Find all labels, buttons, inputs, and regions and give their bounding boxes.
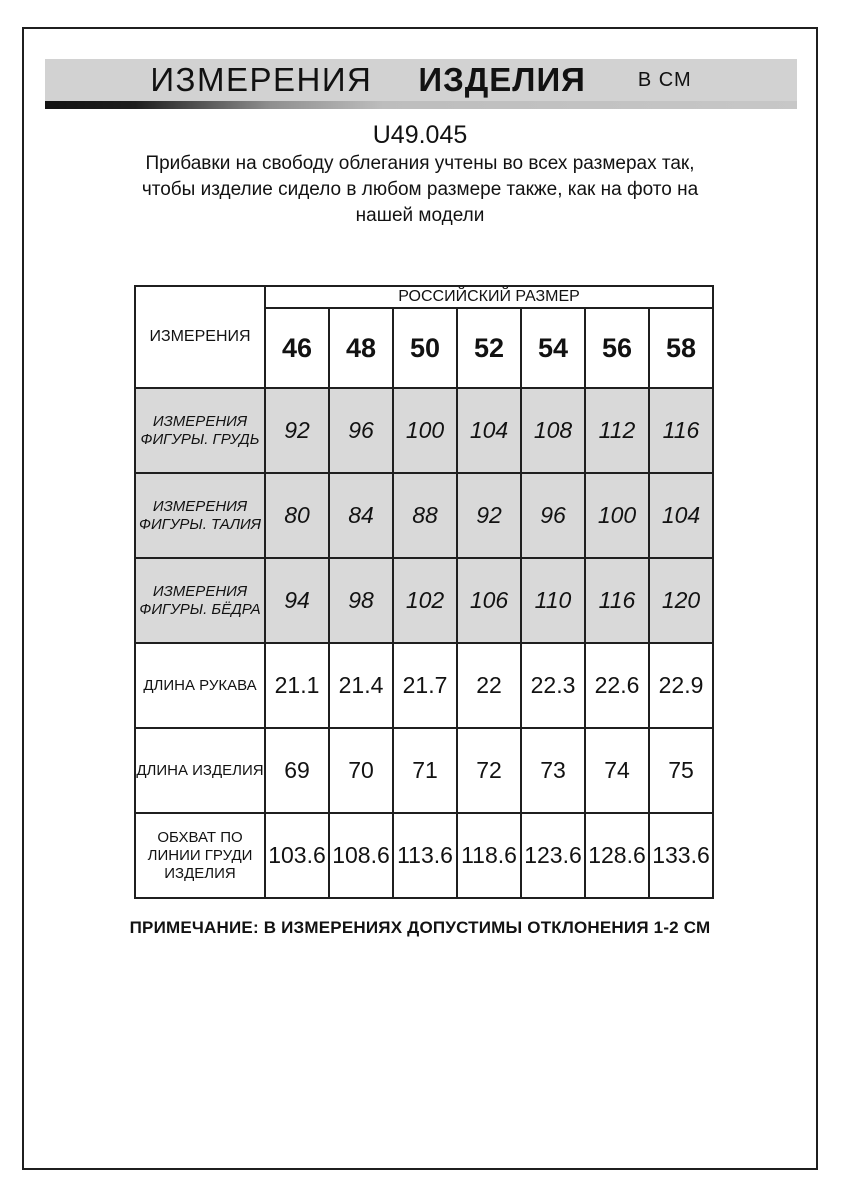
table-cell: 72	[457, 728, 521, 813]
size-table	[134, 285, 714, 899]
banner-title-product: ИЗДЕЛИЯ	[418, 61, 586, 98]
table-cell: 100	[393, 388, 457, 473]
size-header-cell: 50	[393, 308, 457, 388]
row-label: ДЛИНА РУКАВА	[135, 643, 265, 728]
table-group-header: РОССИЙСКИЙ РАЗМЕР	[265, 286, 713, 308]
table-row-figure-hips	[135, 558, 713, 643]
product-code: U49.045	[372, 121, 468, 149]
table-cell: 22.3	[521, 643, 585, 728]
table-row-chest-girth	[135, 813, 713, 898]
size-header-cell: 58	[649, 308, 713, 388]
table-cell: 116	[649, 388, 713, 473]
table-cell: 123.6	[521, 813, 585, 898]
size-header-cell: 56	[585, 308, 649, 388]
table-cell: 96	[521, 473, 585, 558]
table-cell: 96	[329, 388, 393, 473]
size-header-cell: 48	[329, 308, 393, 388]
table-cell: 92	[457, 473, 521, 558]
table-cell: 75	[649, 728, 713, 813]
banner-title-measurements: ИЗМЕРЕНИЯ	[150, 61, 373, 98]
table-cell: 80	[265, 473, 329, 558]
table-cell: 73	[521, 728, 585, 813]
table-cell: 74	[585, 728, 649, 813]
table-cell: 92	[265, 388, 329, 473]
description-line-2: чтобы изделие сидело в любом размере также, как на фото на	[141, 179, 699, 200]
table-cell: 69	[265, 728, 329, 813]
table-cell: 88	[393, 473, 457, 558]
table-cell: 22.6	[585, 643, 649, 728]
table-row-item-length	[135, 728, 713, 813]
table-cell: 128.6	[585, 813, 649, 898]
row-label: ДЛИНА ИЗДЕЛИЯ	[135, 728, 265, 813]
table-cell: 108	[521, 388, 585, 473]
banner-units-label: В СМ	[637, 68, 692, 91]
table-cell: 102	[393, 558, 457, 643]
table-cell: 110	[521, 558, 585, 643]
table-cell: 70	[329, 728, 393, 813]
title-banner	[45, 59, 797, 101]
table-cell: 21.7	[393, 643, 457, 728]
size-header-cell: 54	[521, 308, 585, 388]
table-cell: 112	[585, 388, 649, 473]
description	[24, 151, 816, 229]
table-cell: 84	[329, 473, 393, 558]
table-cell: 103.6	[265, 813, 329, 898]
tolerance-note: ПРИМЕЧАНИЕ: В ИЗМЕРЕНИЯХ ДОПУСТИМЫ ОТКЛОНЕНИЯ 1-2 СМ	[129, 918, 711, 937]
table-cell: 94	[265, 558, 329, 643]
table-cell: 104	[457, 388, 521, 473]
table-row-sleeve-length	[135, 643, 713, 728]
table-cell: 22	[457, 643, 521, 728]
table-cell: 98	[329, 558, 393, 643]
row-label: ИЗМЕРЕНИЯ ФИГУРЫ. ГРУДЬ	[135, 388, 265, 473]
table-cell: 108.6	[329, 813, 393, 898]
table-group-header-row	[135, 286, 713, 308]
table-cell: 116	[585, 558, 649, 643]
table-cell: 100	[585, 473, 649, 558]
table-cell: 133.6	[649, 813, 713, 898]
size-header-cell: 52	[457, 308, 521, 388]
description-line-3: нашей модели	[355, 205, 485, 226]
table-cell: 22.9	[649, 643, 713, 728]
table-cell: 104	[649, 473, 713, 558]
table-row-figure-chest	[135, 388, 713, 473]
table-cell: 21.1	[265, 643, 329, 728]
table-cell: 106	[457, 558, 521, 643]
table-row-figure-waist	[135, 473, 713, 558]
table-cell: 120	[649, 558, 713, 643]
table-cell: 21.4	[329, 643, 393, 728]
row-label: ОБХВАТ ПО ЛИНИИ ГРУДИ ИЗДЕЛИЯ	[135, 813, 265, 898]
table-cell: 113.6	[393, 813, 457, 898]
description-line-1: Прибавки на свободу облегания учтены во всех размерах так,	[145, 153, 695, 174]
row-label: ИЗМЕРЕНИЯ ФИГУРЫ. БЁДРА	[135, 558, 265, 643]
size-header-cell: 46	[265, 308, 329, 388]
row-label: ИЗМЕРЕНИЯ ФИГУРЫ. ТАЛИЯ	[135, 473, 265, 558]
table-corner-header: ИЗМЕРЕНИЯ	[135, 286, 265, 388]
table-cell: 118.6	[457, 813, 521, 898]
table-cell: 71	[393, 728, 457, 813]
document-page	[22, 27, 818, 1170]
